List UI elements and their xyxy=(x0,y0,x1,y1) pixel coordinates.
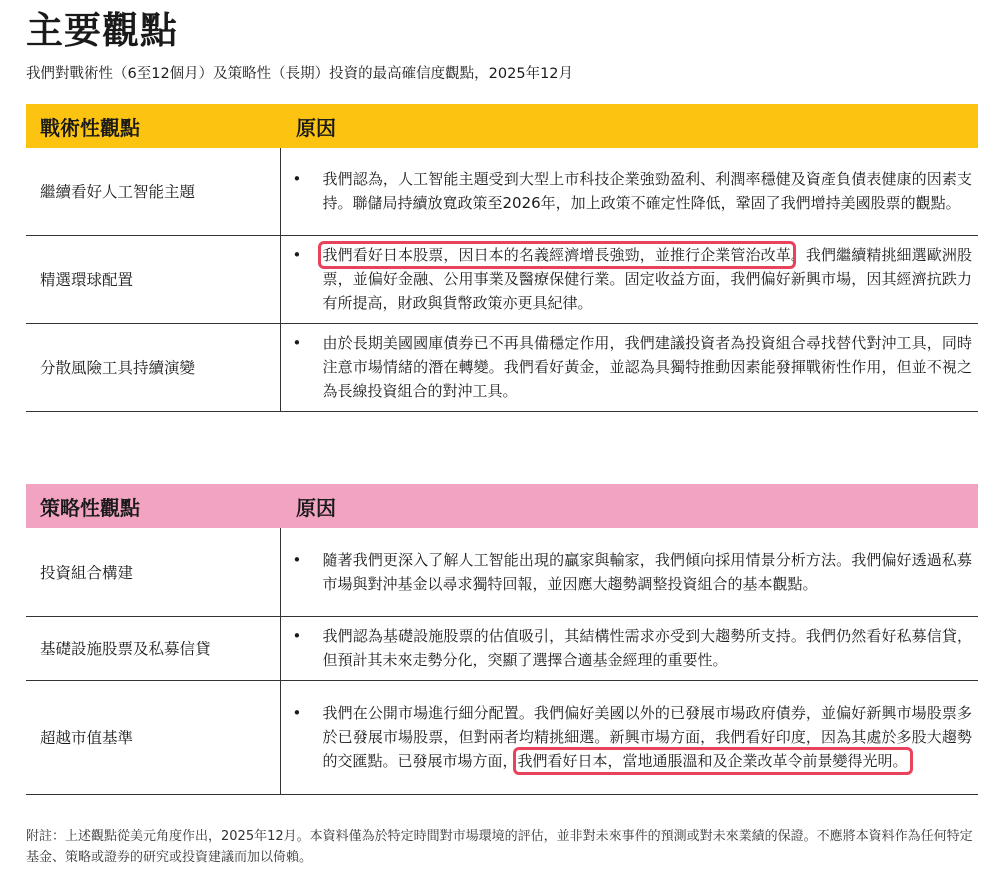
reason-cell xyxy=(280,528,978,616)
table-row xyxy=(26,528,978,616)
page-title: 主要觀點 xyxy=(26,9,178,52)
table-row xyxy=(26,235,978,323)
view-label: 基礎設施股票及私募信貸 xyxy=(26,616,280,680)
table-row xyxy=(26,148,978,235)
view-label: 精選環球配置 xyxy=(26,235,280,323)
reason-text: 我們認為，人工智能主題受到大型上市科技企業強勁盈利、利潤率穩健及資產負債表健康的因素支持。聯儲局持續放寬政策至2026年，加上政策不確定性降低，鞏固了我們增持美國股票的觀點。 xyxy=(322,170,972,213)
bullet-icon: • xyxy=(292,550,302,569)
reason-cell xyxy=(280,235,978,323)
strategic-header-view: 策略性觀點 xyxy=(26,484,280,528)
view-label: 分散風險工具持續演變 xyxy=(26,323,280,411)
reason-text: 我們認為基礎設施股票的估值吸引，其結構性需求亦受到大趨勢所支持。我們仍然看好私募信貸，但預計其未來走勢分化，突顯了選擇合適基金經理的重要性。 xyxy=(322,627,972,669)
reason-text xyxy=(323,243,973,315)
reason-text: 隨著我們更深入了解人工智能出現的贏家與輸家，我們傾向採用情景分析方法。我們偏好透過私募市場與對沖基金以尋求獨特回報，並因應大趨勢調整投資組合的基本觀點。 xyxy=(322,550,972,593)
reason-text: 由於長期美國國庫債券已不再具備穩定作用，我們建議投資者為投資組合尋找替代對沖工具，同時注意市場情緒的潛在轉變。我們看好黃金，並認為具獨特推動因素能發揮戰術性作用，但並不視之為長線投資組合的對沖工具。 xyxy=(322,334,972,400)
highlighted-text: 我們看好日本，當地通脹溫和及企業改革令前景變得光明。 xyxy=(517,752,908,770)
strategic-header-reason: 原因 xyxy=(280,484,978,528)
page-subtitle: 我們對戰術性（6至12個月）及策略性（長期）投資的最高確信度觀點，2025年12月 xyxy=(26,66,574,82)
tactical-header-reason: 原因 xyxy=(280,104,978,148)
reason-text-lead: 我們在公開市場進行細分配置。我們偏好美國以外的已發展市場政府債券，並偏好新興市場股票多於已發展市場股票，但對兩者均精挑細選。新興市場方面，我們看好印度，因為其處於多股大趨勢的交匯點。已發展市場方面， xyxy=(322,704,972,770)
tactical-header-view: 戰術性觀點 xyxy=(26,104,280,148)
table-row xyxy=(26,680,978,794)
strategic-views-table xyxy=(26,484,978,795)
bullet-icon: • xyxy=(292,334,302,352)
reason-cell xyxy=(280,323,978,411)
bullet-icon: • xyxy=(292,246,302,264)
strategic-header-row xyxy=(26,484,978,528)
highlighted-text: 我們看好日本股票，因日本的名義經濟增長強勁，並推行企業管治改革 xyxy=(322,246,791,264)
tactical-header-row xyxy=(26,104,978,148)
view-label: 投資組合構建 xyxy=(26,528,280,616)
view-label: 繼續看好人工智能主題 xyxy=(26,148,280,235)
footnote: 附註：上述觀點從美元角度作出，2025年12月。本資料僅為於特定時間對市場環境的評估，並非對未來事件的預測或對未來業績的保證。不應將本資料作為任何特定基金、策略或證券的研究或投資建議而加以倚賴。 xyxy=(26,829,973,865)
view-label: 超越市值基準 xyxy=(26,680,280,794)
table-row xyxy=(26,323,978,411)
tactical-views-table xyxy=(26,104,978,412)
reason-text xyxy=(323,701,973,773)
reason-cell xyxy=(280,616,978,680)
reason-cell xyxy=(280,680,978,794)
table-row xyxy=(26,616,978,680)
reason-cell xyxy=(280,148,978,235)
bullet-icon: • xyxy=(292,627,302,645)
reason-text-rest: 。我們繼續精挑細選歐洲股票，並偏好金融、公用事業及醫療保健行業。固定收益方面，我們偏好新興市場，因其經濟抗跌力有所提高，財政與貨幣政策亦更具紀律。 xyxy=(322,246,972,312)
bullet-icon: • xyxy=(292,704,302,722)
bullet-icon: • xyxy=(292,170,302,189)
